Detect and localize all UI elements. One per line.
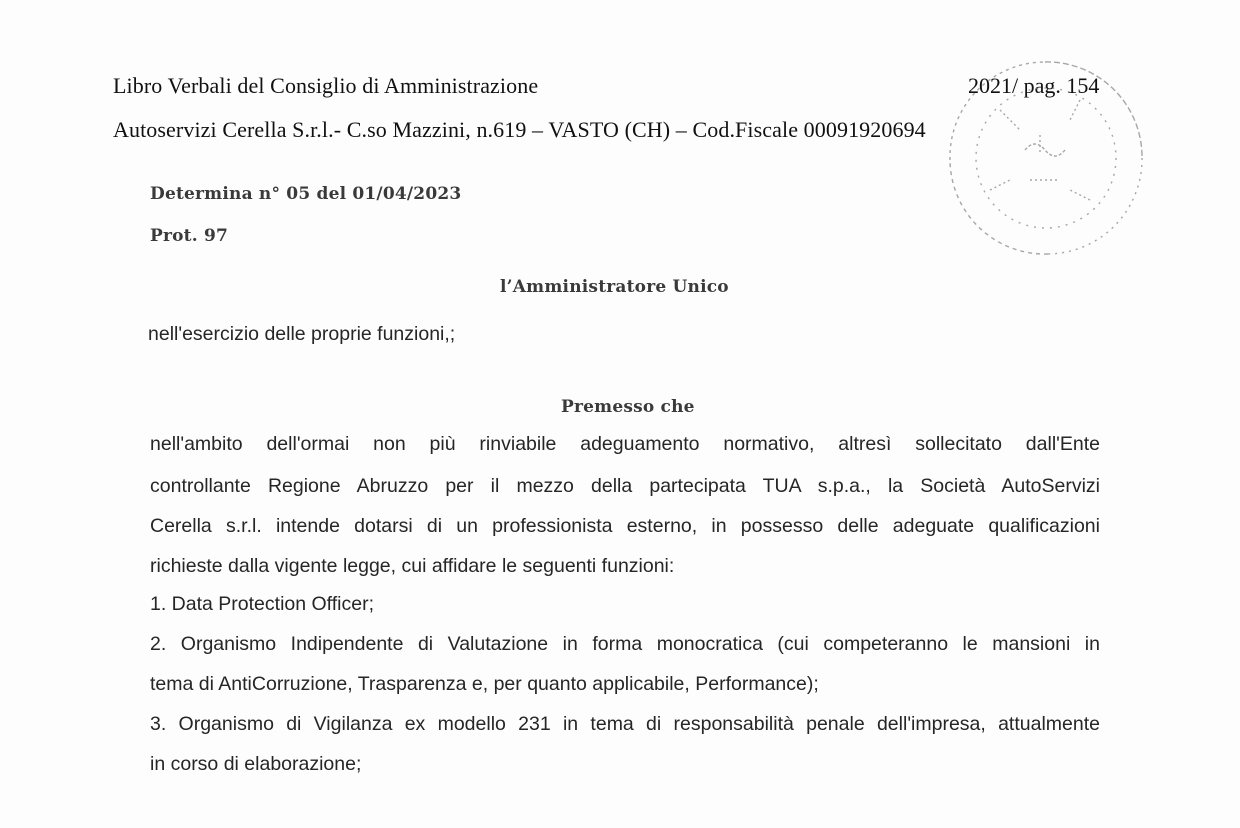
protocol-number: Prot. 97	[150, 226, 229, 246]
administrator-line: nell'esercizio delle proprie funzioni,;	[148, 323, 456, 345]
premesso-paragraph-line: nell'ambito dell'ormai non più rinviabile adeguamento normativo, altresì sollecitato dall'Ente	[150, 433, 1100, 455]
administrator-heading: l’Amministratore Unico	[500, 277, 729, 297]
list-item-odv-line: in corso di elaborazione;	[150, 753, 362, 775]
company-info-line: Autoservizi Cerella S.r.l.- C.so Mazzini, n.619 – VASTO (CH) – Cod.Fiscale 00091920694	[113, 117, 926, 142]
list-item-oiv-line: tema di AntiCorruzione, Trasparenza e, per quanto applicabile, Performance);	[150, 673, 819, 695]
determina-number-date: Determina n° 05 del 01/04/2023	[150, 184, 462, 204]
list-item-odv-line: 3. Organismo di Vigilanza ex modello 231 in tema di responsabilità penale dell'impresa, attualmente	[150, 713, 1100, 735]
list-item-data-protection-officer: 1. Data Protection Officer;	[150, 593, 374, 615]
premesso-paragraph-line: richieste dalla vigente legge, cui affidare le seguenti funzioni:	[150, 555, 675, 577]
premesso-paragraph-line: Cerella s.r.l. intende dotarsi di un professionista esterno, in possesso delle adeguate qualificazioni	[150, 515, 1100, 537]
company-seal-stamp-icon	[930, 40, 1160, 270]
premesso-heading: Premesso che	[561, 397, 695, 417]
premesso-paragraph-line: controllante Regione Abruzzo per il mezzo della partecipata TUA s.p.a., la Società AutoServizi	[150, 475, 1100, 497]
page-reference: 2021/ pag. 154	[968, 73, 1100, 98]
list-item-oiv-line: 2. Organismo Indipendente di Valutazione in forma monocratica (cui competeranno le mansioni in	[150, 633, 1100, 655]
register-title: Libro Verbali del Consiglio di Amministrazione	[113, 73, 539, 98]
